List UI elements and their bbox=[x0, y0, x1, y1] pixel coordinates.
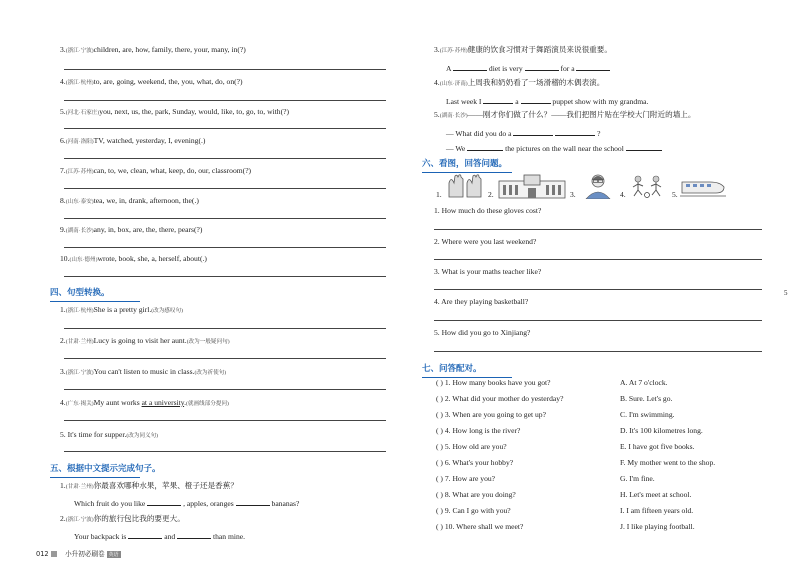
question-7: 7.(江苏·苏州)can, to, we, clean, what, keep, do, our, classroom(?) bbox=[60, 166, 252, 175]
translate-question-4-cn: 4.(山东·济南)上周我和奶奶看了一场滑稽的木偶表演。 bbox=[434, 78, 605, 87]
match-question[interactable]: ( ) 1. How many books have you got? bbox=[436, 378, 551, 387]
question-3: 3.(浙江·宁波)children, are, how, family, there, your, many, in(?) bbox=[60, 45, 246, 54]
answer-line[interactable] bbox=[64, 451, 386, 452]
underlined-phrase: at a university bbox=[141, 398, 185, 407]
section-7-title: 七、问答配对。 bbox=[422, 364, 482, 374]
picture-question-2: 2. Where were you last weekend? bbox=[434, 237, 537, 246]
section-5-title: 五、根据中文提示完成句子。 bbox=[50, 464, 161, 474]
transform-question-5: 5. It's time for supper.(改为同义句) bbox=[60, 430, 159, 439]
fill-blank[interactable] bbox=[147, 497, 181, 506]
answer-line[interactable] bbox=[64, 328, 386, 329]
match-answer: F. My mother went to the shop. bbox=[620, 458, 716, 467]
match-question[interactable]: ( ) 9. Can I go with you? bbox=[436, 506, 511, 515]
match-question[interactable]: ( ) 8. What are you doing? bbox=[436, 490, 516, 499]
answer-line[interactable] bbox=[64, 218, 386, 219]
gloves-image bbox=[445, 173, 485, 199]
picture-number: 3. bbox=[570, 190, 576, 199]
answer-line[interactable] bbox=[64, 247, 386, 248]
answer-line[interactable] bbox=[64, 358, 386, 359]
translate-question-1-en: Which fruit do you like , apples, oranges bananas? bbox=[74, 499, 300, 508]
transform-question-3: 3.(浙江·宁波)You can't listen to music in class.(改为祈使句) bbox=[60, 367, 227, 376]
children-playing-football-image bbox=[628, 173, 668, 199]
translate-question-2-en: Your backpack is and than mine. bbox=[74, 532, 246, 541]
answer-line[interactable] bbox=[434, 289, 762, 290]
translate-question-5-en-1: — What did you do a ? bbox=[446, 129, 601, 138]
match-answer: E. I have got five books. bbox=[620, 442, 695, 451]
question-5: 5.(河北·石家庄)you, next, us, the, park, Sunday, would, like, to, go, to, with(?) bbox=[60, 107, 290, 116]
translate-question-3-en: A diet is very for a bbox=[446, 62, 610, 74]
side-page-number: 5 bbox=[784, 289, 788, 297]
fill-blank[interactable] bbox=[555, 127, 595, 136]
answer-line[interactable] bbox=[64, 389, 386, 390]
match-answer: I. I am fifteen years old. bbox=[620, 506, 694, 515]
match-answer: A. At 7 o'clock. bbox=[620, 378, 668, 387]
fill-blank[interactable] bbox=[521, 95, 551, 104]
answer-line[interactable] bbox=[434, 229, 762, 230]
answer-line[interactable] bbox=[64, 100, 386, 101]
fill-blank[interactable] bbox=[453, 62, 487, 71]
picture-number: 1. bbox=[436, 190, 442, 199]
fill-blank[interactable] bbox=[626, 142, 662, 151]
picture-number: 2. bbox=[488, 190, 494, 199]
transform-question-2: 2.(甘肃·兰州)Lucy is going to visit her aunt.(改为一般疑问句) bbox=[60, 336, 230, 345]
answer-line[interactable] bbox=[64, 158, 386, 159]
fill-blank[interactable] bbox=[128, 530, 162, 539]
train-image bbox=[680, 173, 726, 199]
transform-question-4: 4.(广东·揭关)My aunt works at a university.(就画线部分提问) bbox=[60, 398, 229, 407]
match-answer: B. Sure. Let's go. bbox=[620, 394, 673, 403]
translate-question-5-en-2: — We the pictures on the wall near the school bbox=[446, 142, 662, 154]
fill-blank[interactable] bbox=[467, 142, 503, 151]
section-4-title: 四、句型转换。 bbox=[50, 288, 110, 298]
picture-question-3: 3. What is your maths teacher like? bbox=[434, 267, 542, 276]
translate-question-3-cn: 3.(江苏·苏州)健康的饮食习惯对于舞蹈演员来说很重要。 bbox=[434, 45, 612, 54]
match-question[interactable]: ( ) 3. When are you going to get up? bbox=[436, 410, 546, 419]
page-number: 012 bbox=[36, 550, 49, 558]
fill-blank[interactable] bbox=[177, 530, 211, 539]
match-question[interactable]: ( ) 2. What did your mother do yesterday? bbox=[436, 394, 564, 403]
footer-title: 小升初必刷卷 bbox=[65, 550, 105, 558]
match-answer: C. I'm swimming. bbox=[620, 410, 675, 419]
footer-square-icon bbox=[51, 551, 57, 557]
picture-number: 5. bbox=[672, 190, 678, 199]
question-4: 4.(浙江·杭州)to, are, going, weekend, the, you, what, do, on(?) bbox=[60, 77, 243, 86]
answer-line[interactable] bbox=[434, 320, 762, 321]
picture-question-1: 1. How much do these gloves cost? bbox=[434, 206, 542, 215]
match-question[interactable]: ( ) 7. How are you? bbox=[436, 474, 496, 483]
fill-blank[interactable] bbox=[236, 497, 270, 506]
answer-line[interactable] bbox=[64, 276, 386, 277]
match-answer: G. I'm fine. bbox=[620, 474, 655, 483]
question-9: 9.(湖南·长沙)any, in, box, are, the, there, pears(?) bbox=[60, 225, 203, 234]
fill-blank[interactable] bbox=[483, 95, 513, 104]
transform-question-1: 1.(浙江·杭州)She is a pretty girl.(改为感叹句) bbox=[60, 305, 183, 314]
match-question[interactable]: ( ) 4. How long is the river? bbox=[436, 426, 521, 435]
match-answer: D. It's 100 kilometres long. bbox=[620, 426, 703, 435]
match-answer: H. Let's meet at school. bbox=[620, 490, 692, 499]
match-answer: J. I like playing football. bbox=[620, 522, 695, 531]
fill-blank[interactable] bbox=[576, 62, 610, 71]
picture-question-5: 5. How did you go to Xinjiang? bbox=[434, 328, 531, 337]
page-footer bbox=[36, 548, 121, 558]
fill-blank[interactable] bbox=[525, 62, 559, 71]
picture-number: 4. bbox=[620, 190, 626, 199]
translate-question-4-en: Last week I a puppet show with my grandma. bbox=[446, 97, 649, 106]
answer-line[interactable] bbox=[64, 128, 386, 129]
answer-line[interactable] bbox=[64, 69, 386, 70]
match-question[interactable]: ( ) 6. What's your hobby? bbox=[436, 458, 514, 467]
picture-question-4: 4. Are they playing basketball? bbox=[434, 297, 529, 306]
answer-line[interactable] bbox=[434, 351, 762, 352]
school-building-image bbox=[497, 173, 567, 199]
question-6: 6.(河南·洛阳)TV, watched, yesterday, I, evening(.) bbox=[60, 136, 206, 145]
question-8: 8.(山东·泰安)tea, we, in, drank, afternoon, the(.) bbox=[60, 196, 199, 205]
match-question[interactable]: ( ) 5. How old are you? bbox=[436, 442, 507, 451]
translate-question-2-cn: 2.(浙江·宁波)你的旅行包比我的要更大。 bbox=[60, 514, 185, 523]
fill-blank[interactable] bbox=[513, 127, 553, 136]
translate-question-5-cn: 5.(湖南·长沙)——刚才你们做了什么？——我们把图片贴在学校大门附近的墙上。 bbox=[434, 110, 696, 119]
match-question[interactable]: ( ) 10. Where shall we meet? bbox=[436, 522, 524, 531]
answer-line[interactable] bbox=[64, 420, 386, 421]
answer-line[interactable] bbox=[434, 259, 762, 260]
section-6-title: 六、看图，回答问题。 bbox=[422, 159, 508, 169]
teacher-image bbox=[578, 173, 618, 199]
question-10: 10.(山东·德州)wrote, book, she, a, herself, about(.) bbox=[60, 254, 207, 263]
subject-badge: 英语 bbox=[108, 552, 119, 558]
answer-line[interactable] bbox=[64, 188, 386, 189]
translate-question-1-cn: 1.(甘肃·兰州)你最喜欢哪种水果，苹果、橙子还是香蕉？ bbox=[60, 481, 238, 490]
